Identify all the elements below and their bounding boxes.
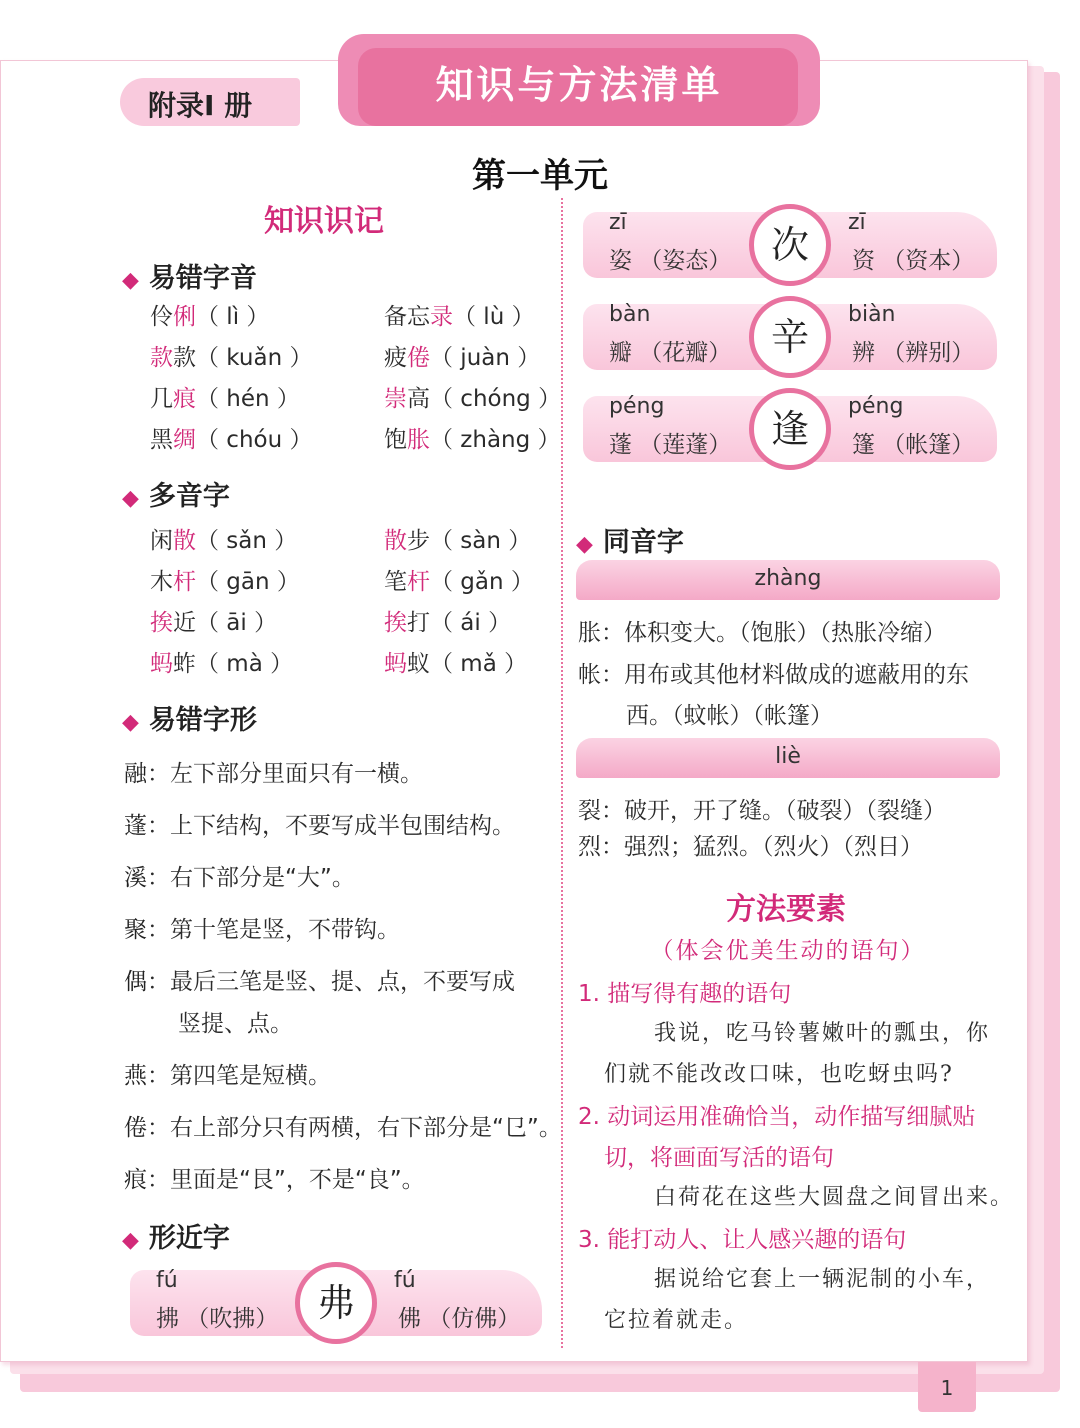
shape-char: 溪 — [124, 865, 147, 891]
pair-right-word — [398, 1300, 520, 1333]
pair-left-char: 蓬 — [609, 432, 632, 458]
diamond-icon: ◆ — [122, 710, 139, 735]
pair-left-example: （姿态） — [632, 248, 732, 274]
word-mark: 挨 — [384, 610, 407, 636]
shape-colon: ： — [147, 865, 170, 891]
word-item — [384, 563, 534, 596]
pair-left-example: （莲蓬） — [632, 432, 732, 458]
method-heading: 方法要素 — [726, 892, 846, 927]
shape-row — [124, 1109, 562, 1142]
shape-row — [124, 963, 515, 996]
shape-colon: ： — [147, 969, 170, 995]
word-pinyin: （ sǎn ） — [196, 528, 298, 554]
homophone-pinyin: liè — [775, 744, 801, 769]
section-homophone — [576, 520, 684, 559]
word-pinyin: （ gān ） — [196, 569, 300, 595]
pair-right-char: 篷 — [852, 432, 875, 458]
word-pre: 备忘 — [384, 304, 430, 330]
pair-center-circle — [749, 204, 831, 286]
shape-text: 里面是“艮”，不是“良”。 — [170, 1167, 425, 1193]
word-mark: 录 — [430, 304, 453, 330]
pair-left-example: （吹拂） — [179, 1306, 279, 1332]
word-pinyin: （ chóu ） — [196, 427, 313, 453]
word-mark: 崇 — [384, 386, 407, 412]
pair-left-char: 瓣 — [609, 340, 632, 366]
shape-text: 第十笔是竖，不带钩。 — [170, 917, 400, 943]
homophone-pinyin: zhàng — [754, 566, 822, 591]
method-item-head-cont: 切，将画面写活的语句 — [604, 1145, 834, 1171]
shape-colon: ： — [147, 813, 170, 839]
shape-text: 最后三笔是竖、提、点，不要写成 — [170, 969, 515, 995]
pair-right-word — [852, 334, 974, 367]
unit-title: 第一单元 — [472, 156, 608, 196]
diamond-icon: ◆ — [122, 1228, 139, 1253]
word-mark: 散 — [173, 528, 196, 554]
word-item — [384, 522, 531, 555]
word-item — [150, 645, 293, 678]
method-example: 它拉着就走。 — [604, 1308, 749, 1333]
method-example: 我说，吃马铃薯嫩叶的瓢虫，你 — [654, 1021, 991, 1046]
word-pinyin: （ gǎn ） — [430, 569, 534, 595]
diamond-icon: ◆ — [122, 486, 139, 511]
homophone-line: 胀：体积变大。（饱胀）（热胀冷缩） — [578, 620, 946, 646]
word-item — [150, 339, 312, 372]
shape-colon: ： — [147, 1063, 170, 1089]
pair-center-char: 次 — [770, 223, 809, 267]
word-pinyin: （ kuǎn ） — [196, 345, 313, 371]
shape-row — [124, 859, 355, 892]
shape-row — [124, 807, 515, 840]
word-mark: 胀 — [407, 427, 430, 453]
shape-text: 右下部分是“大”。 — [170, 865, 355, 891]
knowledge-heading: 知识识记 — [264, 204, 384, 239]
word-item — [384, 339, 540, 372]
pair-right-char: 资 — [852, 248, 875, 274]
pair-right-example: （帐篷） — [875, 432, 975, 458]
method-example: 们就不能改改口味，也吃蚜虫吗? — [604, 1062, 954, 1087]
word-pre: 笔 — [384, 569, 407, 595]
word-mark: 俐 — [173, 304, 196, 330]
homophone-line: 帐：用布或其他材料做成的遮蔽用的东 — [578, 662, 969, 688]
word-pinyin: （ sàn ） — [430, 528, 532, 554]
word-post: 近 — [173, 610, 196, 636]
homophone-line: 裂：破开，开了缝。（破裂）（裂缝） — [578, 798, 946, 824]
pair-left-word — [609, 242, 731, 275]
appendix-label: 附录Ⅰ 册 — [148, 89, 253, 122]
method-subtitle: （体会优美生动的语句） — [650, 938, 926, 964]
homophone-band-1 — [576, 560, 1000, 600]
pair-left-pinyin: péng — [609, 394, 665, 419]
word-pinyin: （ mà ） — [196, 651, 294, 677]
shape-text: 左下部分里面只有一横。 — [170, 761, 423, 787]
word-item — [384, 645, 527, 678]
shape-row — [124, 1161, 425, 1194]
shape-row — [124, 1057, 331, 1090]
word-mark: 杆 — [407, 569, 430, 595]
method-item-head: 3. 能打动人、让人感兴趣的语句 — [578, 1227, 907, 1253]
similar-pair — [583, 396, 997, 462]
shape-char: 聚 — [124, 917, 147, 943]
word-pinyin: （ ái ） — [430, 610, 512, 636]
similar-pair — [583, 212, 997, 278]
diamond-icon: ◆ — [122, 268, 139, 293]
shape-row — [124, 911, 400, 944]
word-item — [150, 563, 300, 596]
word-pinyin: （ mǎ ） — [430, 651, 528, 677]
word-pre: 饱 — [384, 427, 407, 453]
word-mark: 蚂 — [384, 651, 407, 677]
section-title: 同音字 — [602, 527, 684, 558]
section-title: 易错字音 — [148, 263, 257, 294]
word-pinyin: （ juàn ） — [430, 345, 541, 371]
title-banner — [338, 34, 820, 126]
word-pinyin: （ chóng ） — [430, 386, 562, 412]
word-pre: 黑 — [150, 427, 173, 453]
word-mark: 痕 — [173, 386, 196, 412]
word-post: 高 — [407, 386, 430, 412]
pair-right-example: （仿佛） — [421, 1306, 521, 1332]
word-post: 步 — [407, 528, 430, 554]
method-item-head: 2. 动词运用准确恰当，动作描写细腻贴 — [578, 1104, 976, 1130]
pair-left-pinyin: fú — [156, 1268, 178, 1293]
shape-row-cont: 竖提、点。 — [178, 1011, 293, 1037]
shape-char: 燕 — [124, 1063, 147, 1089]
pair-center-circle — [749, 388, 831, 470]
word-item — [384, 604, 511, 637]
shape-text: 上下结构，不要写成半包围结构。 — [170, 813, 515, 839]
pair-left-pinyin: zī — [609, 210, 627, 235]
word-mark: 散 — [384, 528, 407, 554]
word-post: 蚁 — [407, 651, 430, 677]
word-item — [384, 421, 561, 454]
page-number-tab — [918, 1362, 976, 1412]
word-pinyin: （ āi ） — [196, 610, 278, 636]
word-mark: 蚂 — [150, 651, 173, 677]
shape-char: 蓬 — [124, 813, 147, 839]
page-number: 1 — [940, 1376, 954, 1400]
word-mark: 倦 — [407, 345, 430, 371]
shape-colon: ： — [147, 1167, 170, 1193]
pair-right-word — [852, 426, 974, 459]
pair-left-char: 拂 — [156, 1306, 179, 1332]
method-example: 白荷花在这些大圆盘之间冒出来。 — [654, 1185, 1015, 1210]
word-item — [150, 522, 297, 555]
pair-right-word — [852, 242, 974, 275]
pair-right-pinyin: biàn — [848, 302, 896, 327]
shape-char: 融 — [124, 761, 147, 787]
word-pinyin: （ lì ） — [196, 304, 270, 330]
word-item — [150, 604, 277, 637]
similar-pair — [583, 304, 997, 370]
word-post: 打 — [407, 610, 430, 636]
word-item — [384, 380, 561, 413]
word-pre: 疲 — [384, 345, 407, 371]
section-polyphone — [122, 474, 230, 513]
method-item-head: 1. 描写得有趣的语句 — [578, 981, 792, 1007]
method-example: 据说给它套上一辆泥制的小车， — [654, 1267, 991, 1292]
word-pre: 伶 — [150, 304, 173, 330]
pair-left-word — [609, 334, 731, 367]
shape-char: 偶 — [124, 969, 147, 995]
word-item — [150, 421, 313, 454]
shape-colon: ： — [147, 1115, 170, 1141]
pair-left-pinyin: bàn — [609, 302, 651, 327]
pair-center-char: 弗 — [316, 1281, 355, 1325]
pair-right-example: （资本） — [875, 248, 975, 274]
pair-left-word — [609, 426, 731, 459]
section-title: 多音字 — [148, 481, 230, 512]
pair-right-char: 佛 — [398, 1306, 421, 1332]
pair-left-char: 姿 — [609, 248, 632, 274]
homophone-line: 烈：强烈；猛烈。（烈火）（烈日） — [578, 834, 923, 860]
word-pinyin: （ zhàng ） — [430, 427, 561, 453]
pair-center-char: 辛 — [770, 315, 809, 359]
pair-right-pinyin: fú — [394, 1268, 416, 1293]
shape-colon: ： — [147, 917, 170, 943]
section-similar — [122, 1216, 230, 1255]
shape-text: 右上部分只有两横，右下部分是“㔾”。 — [170, 1115, 562, 1141]
word-mark: 挨 — [150, 610, 173, 636]
column-divider — [561, 198, 563, 1348]
homophone-line: 西。（蚊帐）（帐篷） — [626, 703, 833, 729]
appendix-tag — [120, 78, 300, 126]
pair-right-example: （辨别） — [875, 340, 975, 366]
pair-left-word — [156, 1300, 278, 1333]
pair-center-circle — [749, 296, 831, 378]
word-pre: 几 — [150, 386, 173, 412]
pair-right-pinyin: péng — [848, 394, 904, 419]
pair-center-circle — [295, 1262, 377, 1344]
word-pinyin: （ hén ） — [196, 386, 300, 412]
shape-char: 痕 — [124, 1167, 147, 1193]
word-pre: 木 — [150, 569, 173, 595]
banner-title: 知识与方法清单 — [435, 62, 723, 107]
word-pinyin: （ lù ） — [453, 304, 535, 330]
shape-text: 第四笔是短横。 — [170, 1063, 331, 1089]
word-item — [150, 380, 300, 413]
diamond-icon: ◆ — [576, 532, 593, 557]
shape-colon: ： — [147, 761, 170, 787]
word-item — [384, 298, 535, 331]
shape-char: 倦 — [124, 1115, 147, 1141]
word-pre: 闲 — [150, 528, 173, 554]
word-mark: 杆 — [173, 569, 196, 595]
section-pronunciation — [122, 256, 257, 295]
pair-left-example: （花瓣） — [632, 340, 732, 366]
similar-pair — [130, 1270, 542, 1336]
section-title: 易错字形 — [148, 705, 257, 736]
word-post: 蚱 — [173, 651, 196, 677]
shape-row — [124, 755, 423, 788]
word-post: 款 — [173, 345, 196, 371]
pair-right-char: 辨 — [852, 340, 875, 366]
word-mark: 绸 — [173, 427, 196, 453]
word-item — [150, 298, 269, 331]
section-shape — [122, 698, 257, 737]
pair-center-char: 逢 — [770, 407, 809, 451]
section-title: 形近字 — [148, 1223, 230, 1254]
homophone-band-2 — [576, 738, 1000, 778]
word-mark: 款 — [150, 345, 173, 371]
pair-right-pinyin: zī — [848, 210, 866, 235]
